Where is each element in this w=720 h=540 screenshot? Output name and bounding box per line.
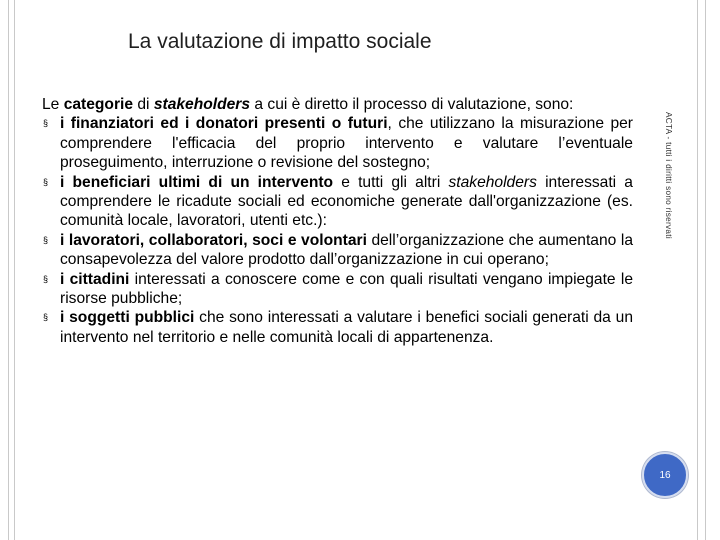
bullet-text: , che utilizzano la misurazione per comprendere l'efficacia del proprio intervento e valutare l’eventuale proseguimento, interruzione o revisione del sostegno; — [60, 115, 633, 172]
bullet-text: che sono interessati a valutare i benefici sociali generati da un intervento nel territorio e nelle comunità locali di appartenenza. — [60, 309, 633, 346]
intro-paragraph — [42, 95, 633, 114]
list-item — [42, 308, 633, 347]
bullet-bold: i finanziatori ed i donatori presenti o futuri — [60, 115, 388, 133]
bullet-marker-icon: § — [43, 234, 49, 245]
border-line — [705, 0, 706, 540]
bullet-text: interessati a comprendere le ricadute sociali ed economiche generate dall'organizzazione (es. comunità locale, lavoratori, utenti etc.): — [60, 173, 633, 230]
bullet-marker-icon: § — [43, 176, 49, 187]
stakeholder-list — [42, 114, 633, 347]
intro-text: Le — [42, 96, 64, 113]
bullet-marker-icon: § — [43, 118, 49, 129]
border-line — [697, 0, 698, 540]
slide-body — [42, 95, 633, 347]
list-item — [42, 114, 633, 172]
page-number: 16 — [659, 469, 671, 481]
intro-bold-italic: stakeholders — [153, 96, 251, 113]
list-item — [42, 231, 633, 270]
bullet-text: e tutti gli altri — [333, 173, 449, 191]
slide-title: La valutazione di impatto sociale — [128, 30, 432, 53]
bullet-text: dell’organizzazione che aumentano la consapevolezza del valore prodotto dall’organizzazione in cui operano; — [60, 231, 633, 269]
bullet-italic: stakeholders — [448, 173, 537, 191]
bullet-marker-icon: § — [43, 312, 49, 323]
bullet-marker-icon: § — [43, 273, 49, 284]
bullet-text: interessati a conoscere come e con quali risultati vengano impiegate le risorse pubbliche; — [60, 270, 633, 308]
intro-bold: categorie — [63, 96, 134, 113]
bullet-bold: i lavoratori, collaboratori, soci e volontari — [60, 231, 367, 249]
bullet-bold: i beneficiari ultimi di un intervento — [60, 173, 334, 191]
list-item — [42, 173, 633, 231]
border-line — [8, 0, 9, 540]
list-item — [42, 270, 633, 309]
page-number-badge — [642, 452, 688, 498]
intro-text: a cui è diretto il processo di valutazione, sono: — [250, 96, 574, 113]
bullet-bold: i cittadini — [60, 270, 130, 288]
bullet-bold: i soggetti pubblici — [60, 309, 195, 327]
intro-text: di — [133, 96, 154, 113]
border-line — [14, 0, 15, 540]
copyright-note: ACTA - tutti i diritti sono riservati — [664, 112, 673, 239]
